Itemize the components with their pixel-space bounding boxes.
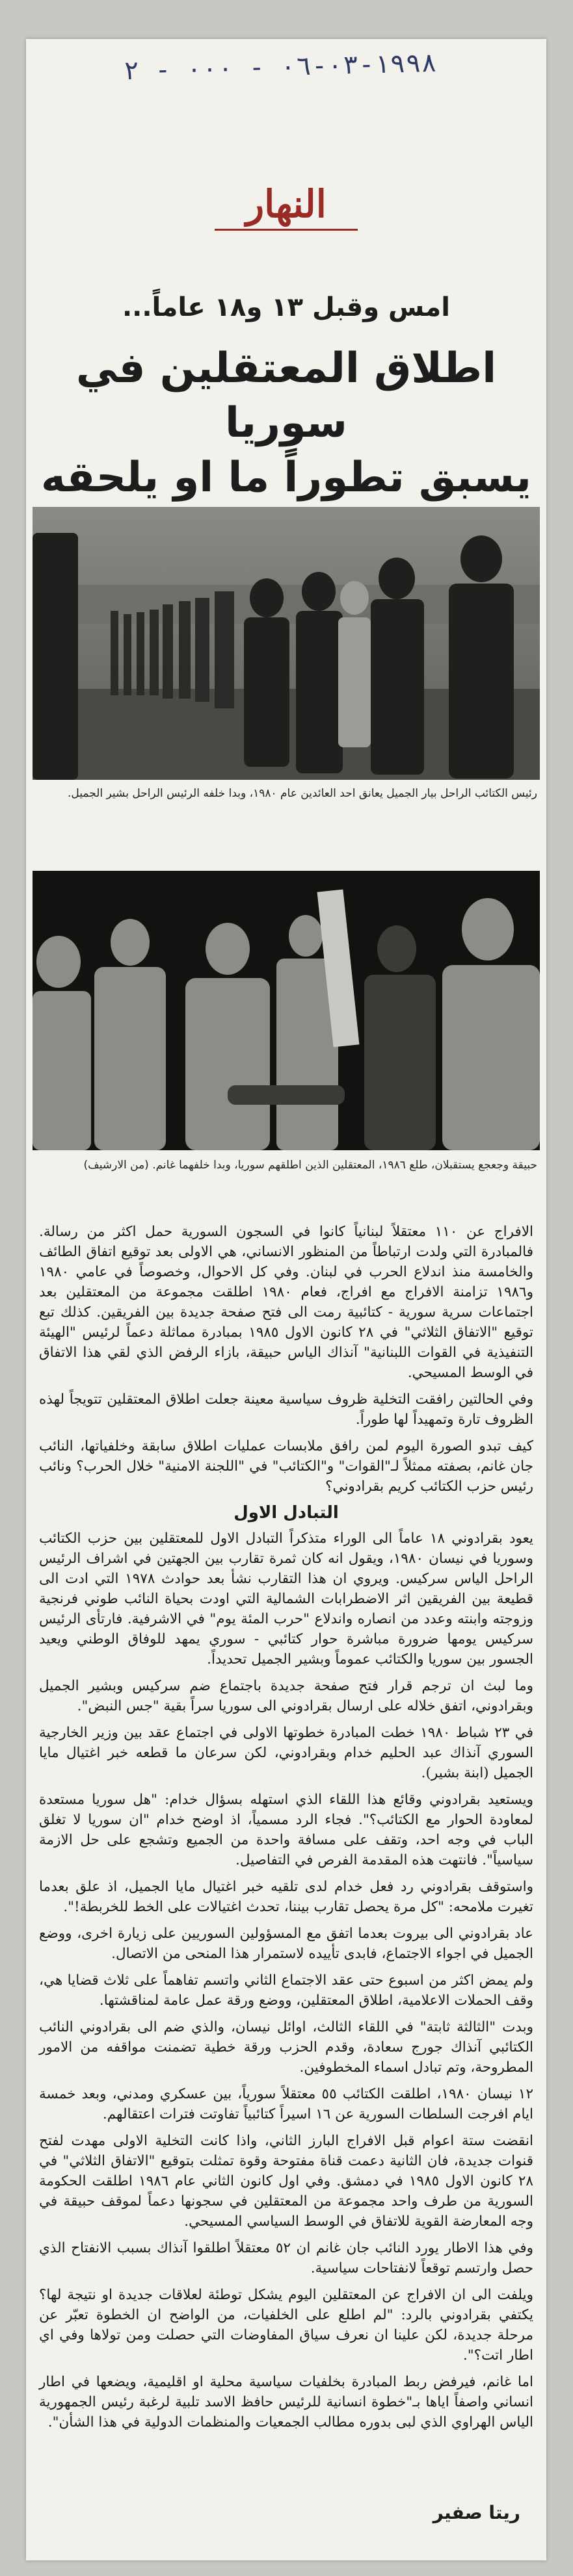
body-paragraph: الافراج عن ١١٠ معتقلاً لبنانياً كانوا في السجون السورية حمل اكثر من رسالة. فالمبادرة التي ولدت ارتباطاً من المنظور الانساني، هي الاولى بعد توقيع اتفاق الطائف والخامسة منذ اندلاع الحرب في لبنان. وفي كل الاحوال، وخصوصاً في عامي ١٩٨٠ و١٩٨٦ تزامنة الافراج مع افراج، فعام ١٩٨٠ اطلقت مجموعة من المعتقلين بعد اجتماعات سرية سورية - كتائبية رمت الى فتح صفحة جديدة بين الفريقين. كذلك تبع توقيع "الاتفاق الثلاثي" في ٢٨ كانون الاول ١٩٨٥ بمبادرة مماثلة دعماً لرئيس "الهيئة التنفيذية في القوات اللبنانية" آنذاك الياس حبيقة، بازاء الرفض الذي لقي هذا الاتفاق في الوسط المسيحي.	[39, 1224, 533, 1381]
body-paragraph: وفي الحالتين رافقت التخلية ظروف سياسية معينة جعلت اطلاق المعتقلين تتويجاً لهذه الظروف تارة وتمهيداً لها طوراً.	[39, 1391, 533, 1428]
body-paragraph: وفي هذا الاطار يورد النائب جان غانم ان ٥٢ معتقلاً اطلقوا آنذاك بسبب الانفتاح الذي حصل وارتسم توقعاً لانفتاحات سياسية.	[39, 2240, 533, 2276]
photo-1-caption: رئيس الكتائب الراحل بيار الجميل يعانق احد العائدين عام ١٩٨٠، وبدا خلفه الرئيس الراحل بشير الجميل.	[68, 787, 537, 800]
section-subhead: التبادل الاول	[233, 1503, 339, 1523]
body-paragraph: ويلفت الى ان الافراج عن المعتقلين اليوم يشكل توطئة لعلاقات جديدة او نتيجة لها؟ يكتفي بقرادوني بالرد: "لم اطلع على الخلفيات، من الواضح ان الخطوة تعبّر عن مرحلة جديدة، لكن علينا ان نعرف سياق المفاوضات التي حصلت ومن تولاها وفي اي اطار اتت؟".	[39, 2287, 533, 2363]
newspaper-clipping	[26, 39, 546, 2560]
body-paragraph: وما لبث ان ترجم قرار فتح صفحة جديدة باجتماع ضم سركيس وبشير الجميل وبقرادوني، اتفق خلاله على ارسال بقرادوني الى سوريا سراً بقية "جس النبض".	[39, 1678, 533, 1714]
headline	[39, 341, 533, 505]
body-paragraph: يعود بقرادوني ١٨ عاماً الى الوراء متذكراً التبادل الاول للمعتقلين بين حزب الكتائب وسوريا في نيسان ١٩٨٠، ويقول انه كان ثمرة تقارب بين الجهتين في اشراف الرئيس الراحل الياس سركيس. ويروي ان هذا التقارب نشأ بعد حوادث ١٩٧٨ التي ادت الى قطيعة بين الفريقين اثر الاضطرابات الشمالية التي اودت بحياة النائب طوني فرنجية وزوجته وابنته وعدد من انصاره واندلاع "حرب المئة يوم" في الاشرفية. فارتأى الرئيس سركيس يومها ضرورة مباشرة حوار كتائبي - سوري يمهد للوفاق الوطني ويعيد الجسور بين سوريا والكتائب عموماً وبشير الجميل تحديداً.	[39, 1530, 534, 1668]
body-paragraph: وبدت "الثالثة ثابتة" في اللقاء الثالث، اوائل نيسان، والذي ضم الى بقرادوني النائب الكتائبي آنذاك جورج سعادة، وقدم الحزب ورقة خطية تضمنت مواقفه من الامور المطروحة، وتم تبادل اسماء المخطوفين.	[39, 2019, 533, 2076]
article-body	[39, 1222, 533, 2439]
kicker: امس وقبل ١٣ و١٨ عاماً...	[122, 292, 451, 322]
photo-2-caption: حبيقة وجعجع يستقبلان، طلع ١٩٨٦، المعتقلين الذين اطلقهم سوريا، وبدا خلفهما غانم. (من الارشيف)	[83, 1159, 537, 1172]
body-paragraph: ١٢ نيسان ١٩٨٠، اطلقت الكتائب ٥٥ معتقلاً سورياً، بين عسكري ومدني، وبعد خمسة ايام افرجت السلطات السورية عن ١٦ اسيراً كتائبياً تفاوتت فترات اعتقالهم.	[39, 2086, 533, 2122]
body-paragraph: انقضت ستة اعوام قبل الافراج البارز الثاني، واذا كانت التخلية الاولى مهدت لفتح قنوات جديدة، فان الثانية دعمت قناة مفتوحة وقوة تمثلت بتوقيع "الاتفاق الثلاثي" في ٢٨ كانون الاول ١٩٨٥ في دمشق. وفي اول كانون الثاني عام ١٩٨٦ اطلقت الحكومة السورية من طرف واحد مجموعة من المعتقلين في سجونها دعماً لموقف حبيقة في وجه المعارضة القوية للاتفاق في الوسط السياسي المسيحي.	[39, 2133, 533, 2230]
headline-line-1: اطلاق المعتقلين في سوريا	[75, 344, 497, 447]
body-paragraph: ولم يمض اكثر من اسبوع حتى عقد الاجتماع الثاني واتسم تفاهماً على ثلاث قضايا هي، وقف الحملات الاعلامية، اطلاق المعتقلين، ووضع ورقة عمل عامة لمناقشتها.	[39, 1972, 533, 2009]
photo-hobeika-geagea-reception	[33, 871, 540, 1150]
masthead	[26, 182, 546, 231]
photo-returnees-greeting	[33, 507, 540, 780]
body-paragraph: كيف تبدو الصورة اليوم لمن رافق ملابسات عمليات اطلاق سابقة وخلفياتها، النائب جان غانم، بصفته ممثلاً لـ"القوات" و"الكتائب" في "اللجنة الامنية" خلال الحرب؟ ونائب رئيس حزب الكتائب كريم بقرادوني؟	[39, 1438, 533, 1495]
byline: ريتا صفير	[433, 2502, 520, 2523]
handwritten-archive-number: ١٩٩٨-٠٣-٠٦ - ٠٠٠ - ٢	[123, 47, 438, 86]
body-paragraph: في ٢٣ شباط ١٩٨٠ خطت المبادرة خطوتها الاولى في اجتماع عقد بين وزير الخارجية السوري آنذاك عبد الحليم خدام وبقرادوني، لكن سرعان ما قطعه خبر اغتيال مايا الجميل (ابنة بشير).	[39, 1725, 533, 1781]
masthead-underline	[215, 229, 358, 231]
body-paragraph: ويستعيد بقرادوني وقائع هذا اللقاء الذي استهله بسؤال خدام: "هل سوريا مستعدة لمعاودة الحوار مع الكتائب؟". فجاء الرد مسمياً، اذ اوضح خدام "ان سوريا لا تغلق الباب في وجه احد، وتقف على مسافة واحدة من الجميع وتشجع على حل الازمة سياسياً". فانتهت هذه المقدمة الفرص في التفاصيل.	[39, 1792, 533, 1868]
body-paragraph: اما غانم، فيرفض ربط المبادرة بخلفيات سياسية محلية او اقليمية، ويضعها في اطار انساني واصفاً اياها بـ"خطوة انسانية للرئيس حافظ الاسد تلبية لرغبة رئيس الجمهورية الياس الهراوي الذي لبى بدوره مطالب الجمعيات والمنظمات الدولية في هذا الشأن".	[39, 2374, 533, 2430]
masthead-logo: النهار	[246, 182, 326, 226]
headline-line-2: يسبق تطوراً ما او يلحقه	[41, 454, 531, 502]
body-paragraph: واستوقف بقرادوني رد فعل خدام لدى تلقيه خبر اغتيال مايا الجميل، اذ علق بعدما تغيرت ملامحه: "كل مرة يحصل تقارب بيننا، تحدث اغتيالات على الخط للخربطة!".	[39, 1879, 533, 1915]
body-paragraph: عاد بقرادوني الى بيروت بعدما اتفق مع المسؤولين السوريين على زيارة اخرى، ووضع الجميل في اجواء الاجتماع، فابدى تأييده لاستمرار هذا المنحى من الاتصال.	[39, 1926, 533, 1962]
